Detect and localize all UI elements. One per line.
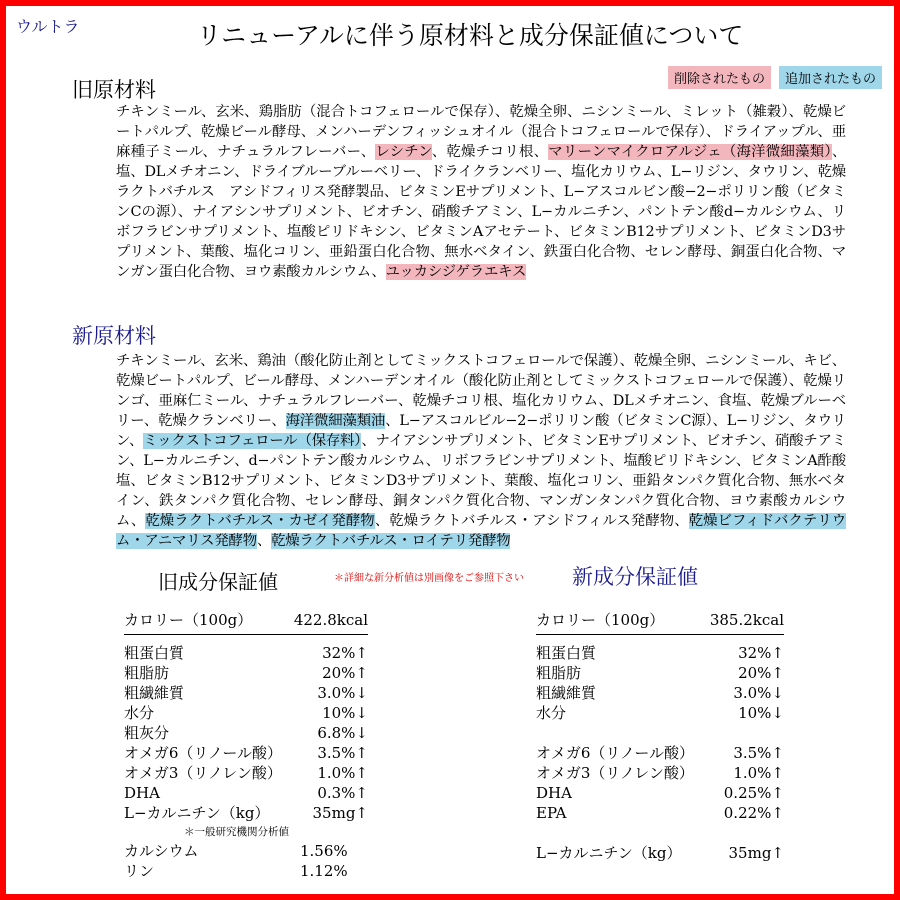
added-ingredient: ミックストコフェロール（保存料） <box>143 433 362 449</box>
analysis-row <box>124 763 368 783</box>
analysis-value: 10%↓ <box>738 704 784 722</box>
added-ingredient: 乾燥ビフィドバクテリウム・アニマリス発酵物 <box>116 513 846 549</box>
analysis-row <box>536 663 784 683</box>
added-ingredient: 乾燥ラクトバチルス・ロイテリ発酵物 <box>271 533 511 549</box>
analysis-row <box>124 861 368 881</box>
detail-note: ＊詳細な新分析値は別画像をご参照下さい <box>334 573 524 584</box>
analysis-row <box>124 663 368 683</box>
ingredient-text: チキンミール、玄米、鶏油（酸化防止剤としてミックストコフェロールで保護）、乾燥全卵、ニシンミール、キビ、乾燥ビートパルプ、ビール酵母、メンハーデンオイル（酸化防止剤としてミックストコフェロールで保護）、乾燥リンゴ、亜麻仁ミール、ナチュラルフレーバー、乾燥チコリ根、塩化カリウム、DLメチオニン、食塩、乾燥ブルーベリー、乾燥クランベリー、 <box>116 353 846 429</box>
analysis-label: リン <box>124 862 155 880</box>
legend <box>668 66 882 89</box>
analysis-value: 32%↑ <box>322 644 368 662</box>
new-analysis-table <box>536 608 784 863</box>
ingredient-text: 、L−アスコルビル−2−ポリリン酸（ビタミンC源）、L−リジン、タウリン、 <box>116 413 846 449</box>
analysis-row <box>124 703 368 723</box>
legend-deleted: 削除されたもの <box>668 66 771 89</box>
removed-ingredient: マリーンマイクロアルジェ（海洋微細藻類） <box>548 144 832 160</box>
ingredient-text: チキンミール、玄米、鶏脂肪（混合トコフェロールで保存）、乾燥全卵、ニシンミール、ミレット（雑穀）、乾燥ビートパルプ、乾燥ビール酵母、メンハーデンフィッシュオイル（混合トコフェロールで保存）、ドライアップル、亜麻種子ミール、ナチュラルフレーバー、 <box>116 104 846 160</box>
calorie-value: 422.8kcal <box>293 611 368 629</box>
analysis-label: L−カルニチン（kg） <box>124 804 270 822</box>
removed-ingredient: ユッカシジゲラエキス <box>385 264 527 280</box>
analysis-value: 1.12% <box>300 862 348 880</box>
analysis-value: 3.5%↑ <box>733 744 784 762</box>
analysis-label: 粗繊維質 <box>124 684 185 702</box>
old-ingredients-list <box>116 102 846 282</box>
analysis-label: 粗蛋白質 <box>124 644 185 662</box>
analysis-row <box>124 803 368 823</box>
analysis-row <box>536 743 784 763</box>
calorie-label: カロリー（100g） <box>124 611 253 629</box>
analysis-row <box>124 683 368 703</box>
analysis-label: オメガ6（リノール酸） <box>536 744 695 762</box>
calorie-label: カロリー（100g） <box>536 611 665 629</box>
ingredient-text: 、塩、DLメチオニン、ドライブルーブルーベリー、ドライクランベリー、塩化カリウム、L−リジン、タウリン、乾燥ラクトバチルス アシドフィリス発酵製品、ビタミンEサプリメント、L−アスコルビン酸−2−ポリリン酸（ビタミンCの源）、ナイアシンサプリメント、ビオチン、硝酸チアミン、L−カルニチン、パントテン酸d−カルシウム、リボフラビンサプリメント、塩酸ピリドキシン、ビタミンAアセテート、ビタミンB12サプリメント、ビタミンD3サプリメント、葉酸、塩化コリン、亜鉛蛋白化合物、無水ベタイン、鉄蛋白化合物、セレン酵母、銅蛋白化合物、マンガン蛋白化合物、ヨウ素酸カルシウム、 <box>116 144 847 280</box>
new-ingredients-list <box>116 351 846 551</box>
ingredient-text: 、乾燥ラクトバチルス・アシドフィルス発酵物、 <box>374 513 689 529</box>
row-spacer <box>536 723 784 743</box>
analysis-value: 0.3%↑ <box>317 784 368 802</box>
analysis-row <box>124 783 368 803</box>
analysis-value: 6.8%↓ <box>317 724 368 742</box>
analysis-value: 1.0%↑ <box>317 764 368 782</box>
analysis-row <box>536 843 784 863</box>
analysis-value: 3.0%↓ <box>317 684 368 702</box>
analysis-value: 0.25%↑ <box>723 784 784 802</box>
row-spacer <box>536 823 784 843</box>
ingredient-text: 、乾燥チコリ根、 <box>431 144 549 160</box>
ingredient-text: 、 <box>256 533 272 549</box>
analysis-label: 水分 <box>536 704 567 722</box>
analysis-row <box>536 783 784 803</box>
calorie-value: 385.2kcal <box>709 611 784 629</box>
analysis-label: オメガ3（リノレン酸） <box>124 764 282 782</box>
old-analysis-heading: 旧成分保証値 <box>158 570 278 594</box>
analysis-label: 粗灰分 <box>124 724 170 742</box>
analysis-subnote: ＊一般研究機関分析値 <box>184 826 289 838</box>
old-ingredients-heading: 旧原材料 <box>72 78 156 102</box>
analysis-label: DHA <box>124 784 160 802</box>
analysis-label: 粗脂肪 <box>124 664 170 682</box>
page-title: リニューアルに伴う原材料と成分保証値について <box>196 21 744 50</box>
analysis-value: 35mg↑ <box>312 804 368 822</box>
new-ingredients-heading: 新原材料 <box>72 324 156 348</box>
analysis-row <box>124 743 368 763</box>
analysis-value: 0.22%↑ <box>723 804 784 822</box>
analysis-row <box>124 841 368 861</box>
analysis-row <box>536 703 784 723</box>
analysis-value: 35mg↑ <box>728 844 784 862</box>
removed-ingredient: レシチン <box>375 144 432 160</box>
analysis-row <box>536 683 784 703</box>
legend-added: 追加されたもの <box>779 66 882 89</box>
analysis-row <box>536 643 784 663</box>
analysis-row <box>124 643 368 663</box>
ingredient-text: 、ナイアシンサプリメント、ビタミンEサプリメント、ビオチン、硝酸チアミン、L−カルニチン、d−パントテン酸カルシウム、リボフラビンサプリメント、塩酸ピリドキシン、ビタミンA酢酸塩、ビタミンB12サプリメント、ビタミンD3サプリメント、葉酸、塩化コリン、亜鉛タンパク質化合物、無水ベタイン、鉄タンパク質化合物、セレン酵母、銅タンパク質化合物、マンガンタンパク質化合物、ヨウ素酸カルシウム、 <box>116 433 846 529</box>
added-ingredient: 乾燥ラクトバチルス・カゼイ発酵物 <box>145 513 375 529</box>
analysis-label: オメガ3（リノレン酸） <box>536 764 694 782</box>
analysis-row <box>536 763 784 783</box>
calorie-row <box>536 608 784 635</box>
calorie-row <box>124 608 368 635</box>
analysis-row <box>124 723 368 743</box>
added-ingredient: 海洋微細藻類油 <box>285 413 386 429</box>
analysis-label: 粗脂肪 <box>536 664 582 682</box>
analysis-value: 20%↑ <box>738 664 784 682</box>
analysis-label: EPA <box>536 804 567 822</box>
analysis-value: 3.5%↑ <box>317 744 368 762</box>
analysis-label: カルシウム <box>124 842 199 860</box>
analysis-label: 水分 <box>124 704 155 722</box>
analysis-value: 32%↑ <box>738 644 784 662</box>
new-analysis-heading: 新成分保証値 <box>572 565 698 589</box>
analysis-label: L−カルニチン（kg） <box>536 844 682 862</box>
analysis-label: オメガ6（リノール酸） <box>124 744 283 762</box>
analysis-label: 粗繊維質 <box>536 684 597 702</box>
brand-label: ウルトラ <box>16 17 80 36</box>
analysis-label: 粗蛋白質 <box>536 644 597 662</box>
analysis-value: 1.56% <box>300 842 348 860</box>
analysis-label: DHA <box>536 784 572 802</box>
analysis-value: 1.0%↑ <box>733 764 784 782</box>
old-analysis-table <box>124 608 368 881</box>
analysis-row <box>536 803 784 823</box>
analysis-value: 20%↑ <box>322 664 368 682</box>
analysis-value: 10%↓ <box>322 704 368 722</box>
analysis-value: 3.0%↓ <box>733 684 784 702</box>
